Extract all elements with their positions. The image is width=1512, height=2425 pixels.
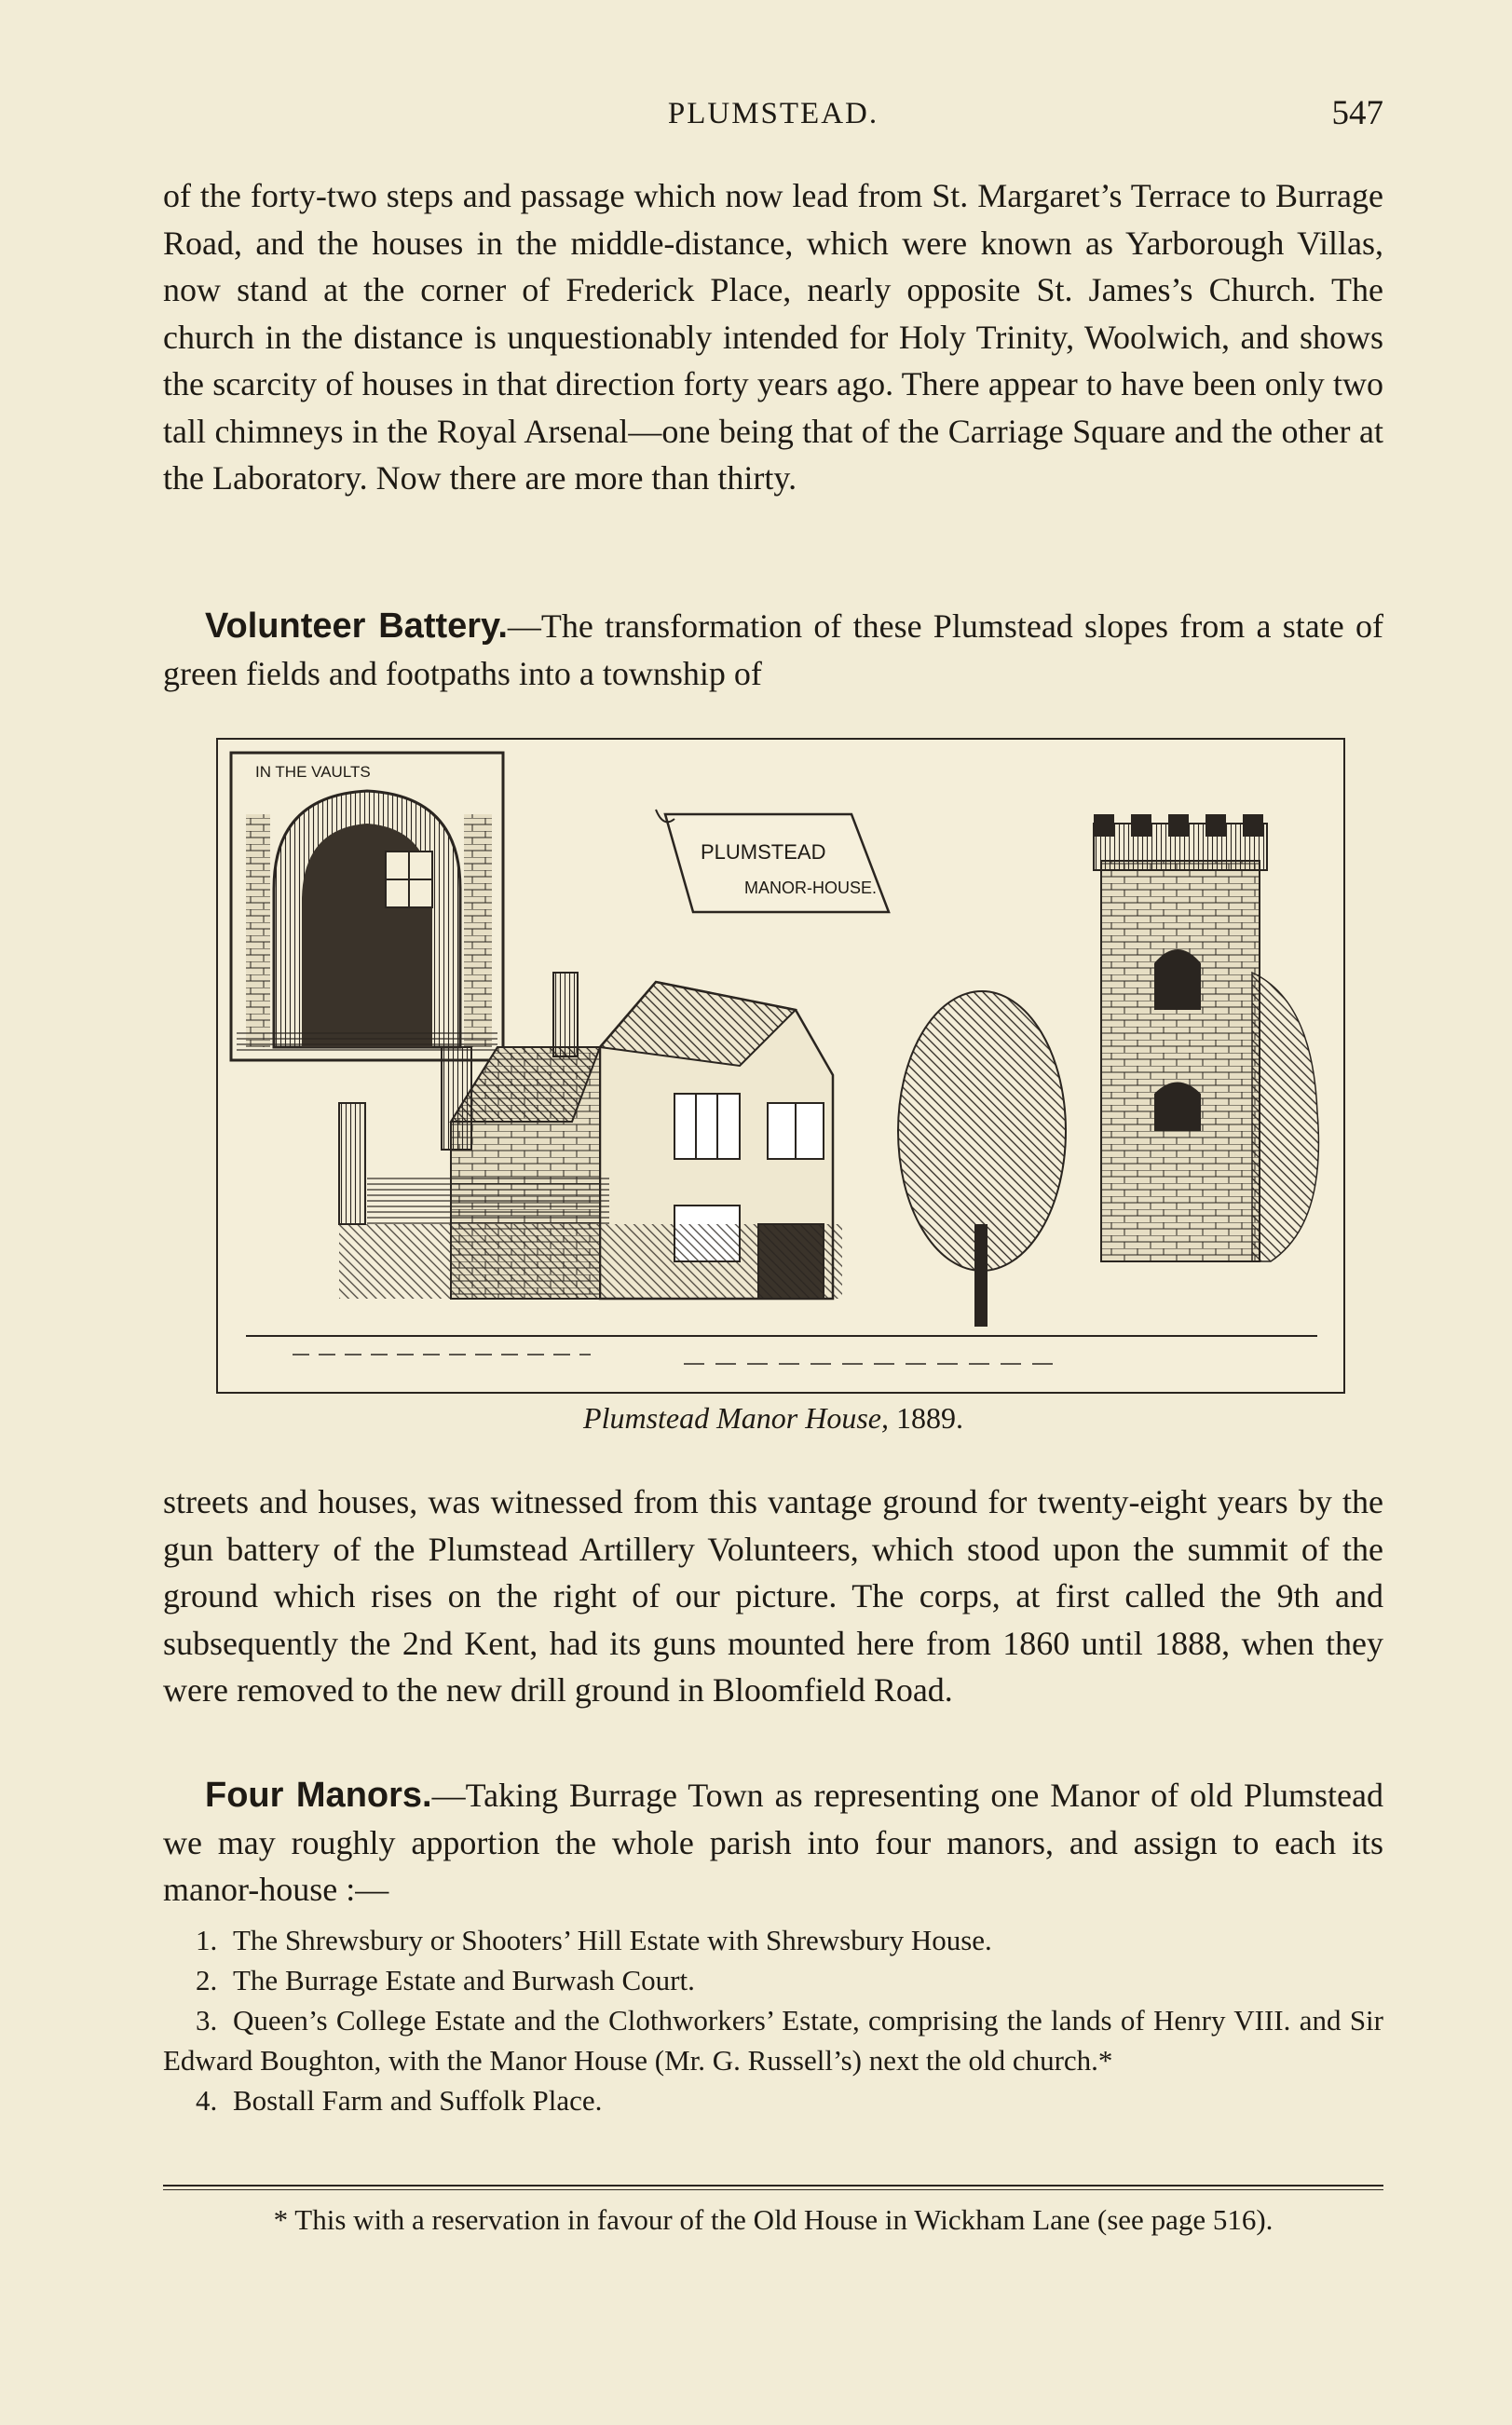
tree [898, 991, 1066, 1327]
footnote-rule-thin [163, 2189, 1383, 2190]
paragraph-body [163, 1772, 1383, 1914]
list-item: 3. Queen’s College Estate and the Clothworkers’ Estate, comprising the lands of Henry VIII. and Sir Edward Boughton, with the Manor House (Mr. G. Russell’s) next the old church.* [163, 2004, 1383, 2077]
paragraph-text: —Taking Burrage Town as representing one Manor of old Plumstead we may roughly apportion the whole parish into four manors, and assign to each its manor-house :— [163, 1777, 1383, 1908]
paragraph-continuation [163, 172, 1383, 502]
paragraph-text: —The transformation of these Plumstead slopes from a state of green fields and footpaths into a township of [163, 607, 1383, 692]
paragraph-body [163, 603, 1383, 697]
footnote: * This with a reservation in favour of the Old House in Wickham Lane (see page 516). [273, 2203, 1274, 2236]
paragraph-volunteer-battery [163, 603, 1383, 697]
engraving-illustration [216, 738, 1345, 1394]
vaults-inset [231, 753, 503, 1060]
vaults-label: IN THE VAULTS [255, 763, 371, 781]
scroll-title-line1: PLUMSTEAD [701, 840, 826, 864]
section-heading: Volunteer Battery. [205, 606, 508, 646]
figure-caption [163, 1401, 1383, 1436]
footnote-rule [163, 2185, 1383, 2187]
foreground [246, 1336, 1317, 1364]
manor-list [163, 1920, 1383, 2120]
paragraph-text: streets and houses, was witnessed from this vantage ground for twenty-eight years by the gun battery of the Plumstead Artillery Volunteers, which stood upon the summit of the ground which rises on the right of our picture. The corps, at first called the 9th and subsequently the 2nd Kent, had its guns mounted here from 1860 until 1888, when they were removed to the new drill ground in Bloomfield Road. [163, 1483, 1383, 1709]
paragraph-four-manors [163, 1772, 1383, 1914]
section-heading: Four Manors. [205, 1776, 432, 1815]
caption-title: Plumstead Manor House, [583, 1401, 889, 1435]
running-title: PLUMSTEAD. [667, 97, 879, 130]
paragraph-text: of the forty-two steps and passage which now lead from St. Margaret’s Terrace to Burrage Road, and the houses in the middle-distance, which were known as Yarborough Villas, now stand at the corner of Frederick Place, nearly opposite St. James’s Church. The church in the distance is unquestionably intended for Holy Trinity, Woolwich, and shows the scarcity of houses in that direction forty years ago. There appear to have been only two tall chimneys in the Royal Arsenal—one being that of the Carriage Square and the other at the Laboratory. Now there are more than thirty. [163, 177, 1383, 497]
paragraph-continuation-2 [163, 1478, 1383, 1714]
page-number: 547 [1331, 94, 1383, 132]
running-head [163, 93, 1383, 140]
caption-year: 1889. [895, 1401, 963, 1435]
list-item: 1. The Shrewsbury or Shooters’ Hill Estate with Shrewsbury House. [196, 1924, 992, 1956]
manor-house-engraving [218, 740, 1343, 1392]
scroll-title-line2: MANOR-HOUSE. [744, 879, 878, 897]
list-item: 2. The Burrage Estate and Burwash Court. [196, 1964, 695, 1996]
list-item: 4. Bostall Farm and Suffolk Place. [196, 2084, 603, 2117]
title-scroll [656, 810, 889, 912]
church-tower [1094, 814, 1318, 1261]
